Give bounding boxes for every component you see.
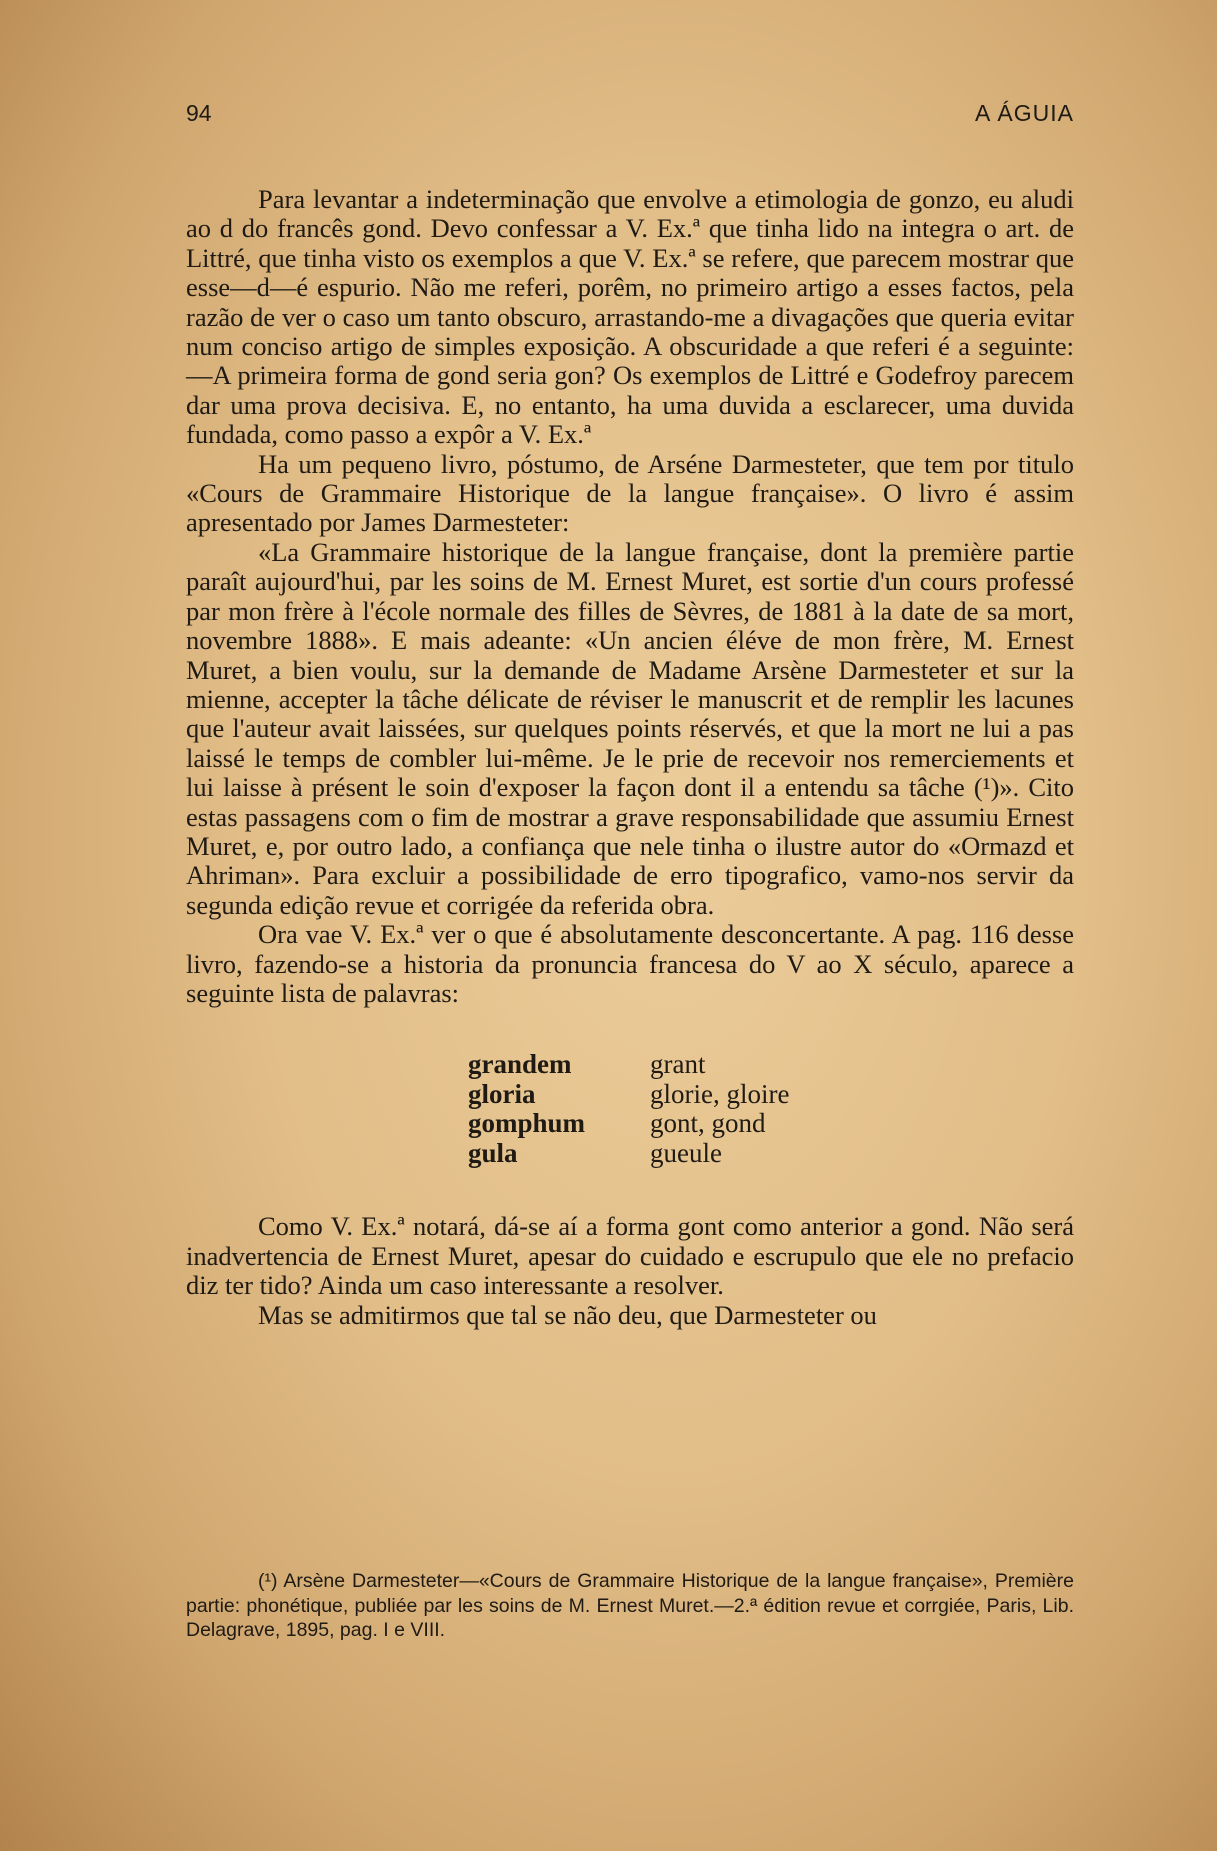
- paragraph: Mas se admitirmos que tal se não deu, que Darmesteter ou: [258, 1299, 877, 1330]
- paragraph: Ora vae V. Ex.ª ver o que é absolutamente desconcertante. A pag. 116 desse livro, fazendo-se a historia da pronuncia francesa do V ao X século, aparece a seguinte lista de palavras:: [186, 919, 1074, 1008]
- quoted-paragraph: «La Grammaire historique de la langue française, dont la première partie paraît aujourd'hui, par les soins de M. Ernest Muret, est sortie d'un cours professé par mon frère à l'école normale des filles de Sèvres, de 1881 à la date de sa mort, novembre 1888». E mais adeante: «Un ancien éléve de mon frère, M. Ernest Muret, a bien voulu, sur la demande de Madame Arsène Darmesteter et sur la mienne, accepter la tâche délicate de réviser le manuscrit et de remplir les lacunes que l'auteur avait laissées, sur quelques points réservés, et que la mort ne lui a pas laissé le temps de combler lui-même. Je le prie de recevoir nos remerciements et lui laisse à présent le soin d'exposer la façon dont il a entendu sa tâche (¹)». Cito estas passagens com o fim de mostrar a grave responsabilidade que assumiu Ernest Muret, e, por outro lado, a confiança que nele tinha o ilustre autor do «Ormazd et Ahriman». Para excluir a possibilidade de erro tipografico, vamo-nos servir da segunda edição revue et corrigée da referida obra.: [186, 536, 1074, 920]
- latin-word: gloria: [468, 1078, 536, 1109]
- paragraph: Para levantar a indeterminação que envolve a etimologia de gonzo, eu aludi ao d do francês gond. Devo confessar a V. Ex.ª que tinha lido na integra o art. de Littré, que tinha visto os exemplos a que V. Ex.ª se refere, que parecem mostrar que esse—d—é espurio. Não me referi, porêm, no primeiro artigo a esses factos, pela razão de ver o caso um tanto obscuro, arrastando-me a divagações que queria evitar num conciso artigo de simples exposição. A obscuridade a que referi é a seguinte:—A primeira forma de gond seria gon? Os exemplos de Littré e Godefroy parecem dar uma prova decisiva. E, no entanto, ha uma duvida a esclarecer, uma duvida fundada, como passo a expôr a V. Ex.ª: [186, 184, 1074, 450]
- page-number: 94: [186, 100, 212, 126]
- latin-word: grandem: [468, 1049, 572, 1080]
- running-title: A ÁGUIA: [974, 100, 1074, 126]
- french-word: gueule: [650, 1137, 722, 1168]
- page-header: [186, 100, 1074, 134]
- french-word: gont, gond: [650, 1108, 766, 1139]
- latin-word: gula: [468, 1137, 518, 1168]
- french-word: grant: [650, 1049, 706, 1080]
- word-list: [468, 1050, 1074, 1168]
- footnote: (¹) Arsène Darmesteter—«Cours de Grammaire Historique de la langue française», Première partie: phonétique, publiée par les soins de M. Ernest Muret.—2.ª édition revue et corrgiée, Paris, Lib. Delagrave, 1895, pag. I e VIII.: [186, 1570, 1074, 1641]
- french-word: glorie, gloire: [650, 1078, 790, 1109]
- body-text: [186, 185, 1074, 1330]
- latin-word: gomphum: [468, 1108, 586, 1139]
- paragraph: Ha um pequeno livro, póstumo, de Arséne Darmesteter, que tem por titulo «Cours de Grammaire Historique de la langue française». O livro é assim apresentado por James Darmesteter:: [186, 448, 1074, 538]
- paragraph: Como V. Ex.ª notará, dá-se aí a forma gont como anterior a gond. Não será inadvertencia de Ernest Muret, apesar do cuidado e escrupulo que ele no prefacio diz ter tido? Ainda um caso interessante a resolver.: [186, 1211, 1074, 1301]
